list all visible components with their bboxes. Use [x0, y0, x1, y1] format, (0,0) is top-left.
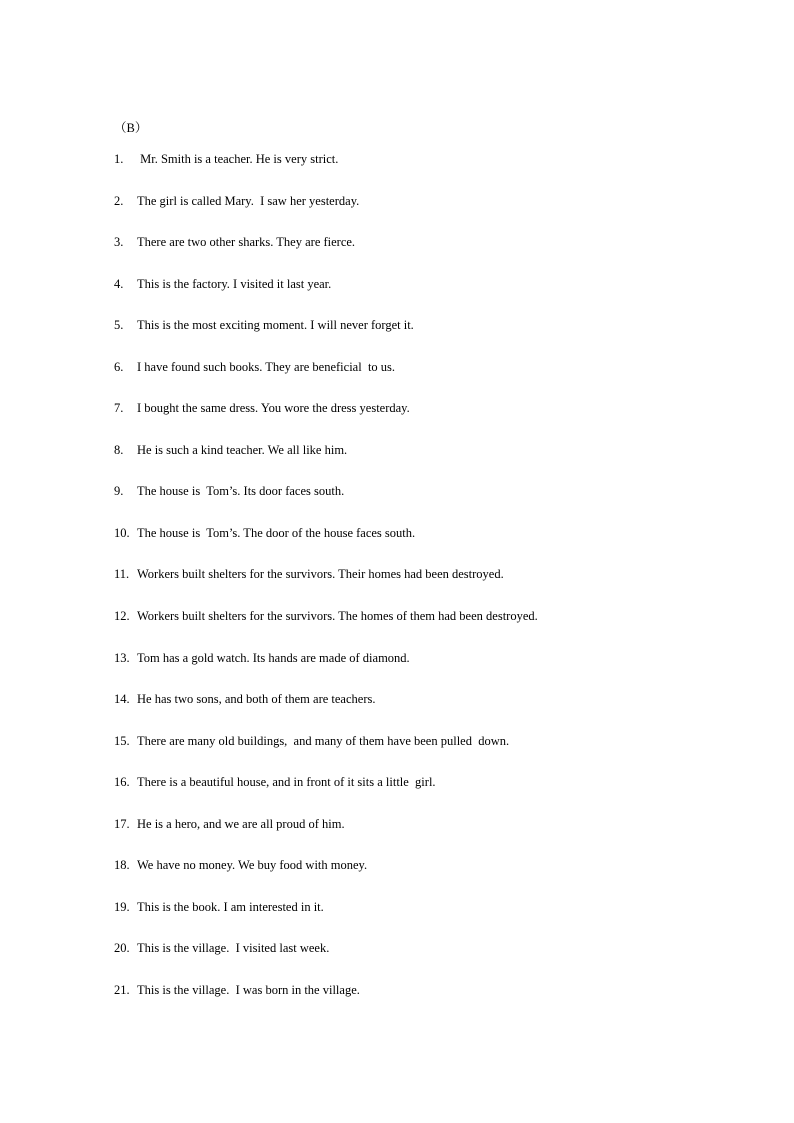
- list-item: [114, 234, 754, 276]
- item-number: 7.: [114, 401, 124, 416]
- item-number: 6.: [114, 359, 124, 374]
- item-sentence: There are two other sharks. They are fierce.: [137, 235, 356, 250]
- list-item: [114, 857, 754, 899]
- item-sentence: The girl is called Mary. I saw her yesterday.: [137, 193, 360, 208]
- item-sentence: He is a hero, and we are all proud of him.: [137, 816, 345, 831]
- item-number: 8.: [114, 442, 124, 457]
- item-sentence: This is the book. I am interested in it.: [137, 899, 324, 914]
- item-number: 15.: [114, 733, 130, 748]
- item-number: 20.: [114, 941, 130, 956]
- list-item: [114, 525, 754, 567]
- item-number: 18.: [114, 858, 130, 873]
- item-number: 9.: [114, 484, 124, 499]
- list-item: [114, 483, 754, 525]
- item-number: 13.: [114, 650, 130, 665]
- item-sentence: I have found such books. They are beneficial to us.: [137, 359, 396, 374]
- item-number: 10.: [114, 525, 130, 540]
- item-sentence: This is the factory. I visited it last year.: [137, 276, 332, 291]
- list-item: [114, 691, 754, 733]
- item-number: 4.: [114, 276, 124, 291]
- item-sentence: Workers built shelters for the survivors. The homes of them had been destroyed.: [137, 609, 538, 624]
- list-item: [114, 317, 754, 359]
- item-sentence: Mr. Smith is a teacher. He is very strict.: [137, 152, 339, 166]
- list-item: [114, 899, 754, 941]
- item-number: 1.: [114, 152, 124, 166]
- list-item: [114, 400, 754, 442]
- list-item: [114, 733, 754, 775]
- item-number: 11.: [114, 567, 130, 582]
- item-number: 12.: [114, 609, 130, 624]
- item-sentence: He is such a kind teacher. We all like him.: [137, 442, 348, 457]
- list-item: [114, 650, 754, 692]
- list-item: [114, 608, 754, 650]
- list-item: [114, 442, 754, 484]
- list-item: [114, 276, 754, 318]
- item-sentence: There is a beautiful house, and in front of it sits a little girl.: [137, 775, 436, 790]
- item-number: 2.: [114, 193, 124, 208]
- item-number: 21.: [114, 982, 130, 997]
- item-sentence: Workers built shelters for the survivors. Their homes had been destroyed.: [137, 567, 504, 582]
- item-sentence: This is the most exciting moment. I will never forget it.: [137, 318, 414, 333]
- item-number: 3.: [114, 235, 124, 250]
- list-item: [114, 359, 754, 401]
- list-item: [114, 151, 754, 193]
- item-sentence: I bought the same dress. You wore the dress yesterday.: [137, 401, 410, 416]
- list-item: [114, 566, 754, 608]
- item-number: 5.: [114, 318, 124, 333]
- item-sentence: We have no money. We buy food with money.: [137, 858, 368, 873]
- item-sentence: Tom has a gold watch. Its hands are made of diamond.: [137, 650, 410, 665]
- item-number: 14.: [114, 692, 130, 707]
- item-number: 16.: [114, 775, 130, 790]
- item-sentence: The house is Tom’s. Its door faces south.: [137, 484, 345, 499]
- section-label: （B）: [114, 121, 148, 135]
- list-item: [114, 982, 754, 1024]
- sentence-list: [114, 151, 754, 1023]
- list-item: [114, 193, 754, 235]
- item-sentence: He has two sons, and both of them are teachers.: [137, 692, 376, 707]
- item-sentence: The house is Tom’s. The door of the house faces south.: [137, 525, 416, 540]
- item-sentence: This is the village. I visited last week.: [137, 941, 330, 956]
- list-item: [114, 774, 754, 816]
- item-number: 19.: [114, 899, 130, 914]
- list-item: [114, 816, 754, 858]
- item-sentence: This is the village. I was born in the village.: [137, 982, 360, 997]
- item-sentence: There are many old buildings, and many of them have been pulled down.: [137, 733, 510, 748]
- item-number: 17.: [114, 816, 130, 831]
- list-item: [114, 940, 754, 982]
